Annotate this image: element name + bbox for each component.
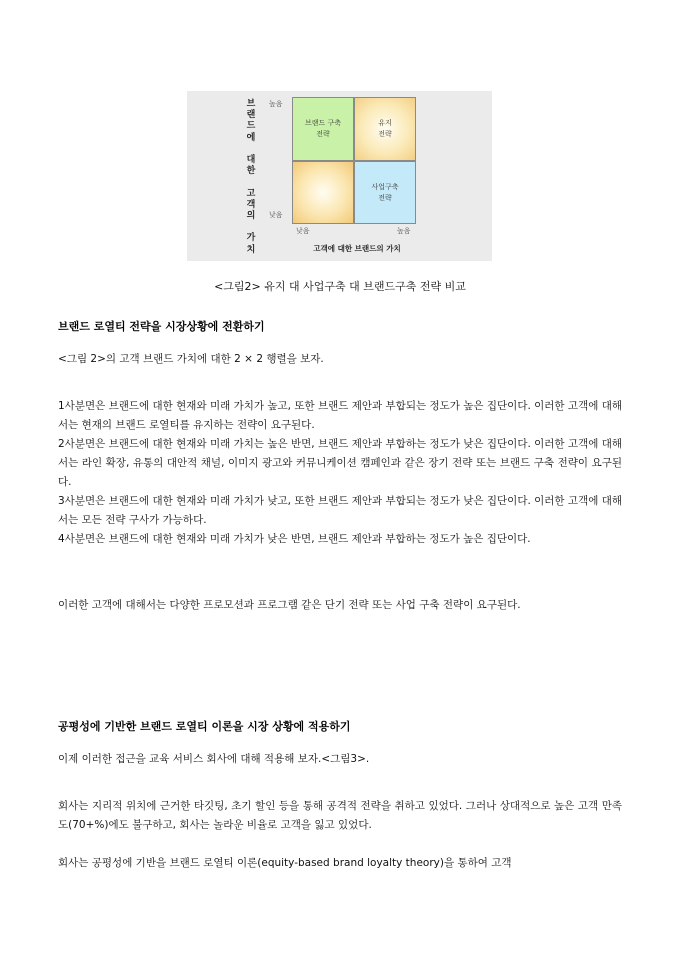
quadrant-top-left: 브랜드 구축 전략 (292, 97, 354, 161)
section2-intro: 이제 이러한 접근을 교육 서비스 회사에 대해 적용해 보자.<그림3>. (58, 753, 370, 765)
section1-heading: 브랜드 로열티 전략을 시장상황에 전환하기 (58, 320, 265, 333)
section2-heading: 공평성에 기반한 브랜드 로열티 이론을 시장 상황에 적용하기 (58, 720, 351, 733)
y-high-label: 높음 (269, 100, 283, 108)
section1-paragraph-2: 2사분면은 브랜드에 대한 현재와 미래 가치는 높은 반면, 브랜드 제안과 부합하는 정도가 낮은 집단이다. 이러한 고객에 대해서는 라인 확장, 유통의 대안적 채널, 이미지 광고와 커뮤니케이션 캠페인과 같은 장기 전략 또는 브랜드 구축 전략이 요구된다. (58, 438, 622, 488)
y-axis-label: 브 랜 드 에 대 한 고 객 의 가 치 (246, 99, 256, 255)
x-high-label: 높음 (397, 227, 411, 235)
x-axis-label: 고객에 대한 브랜드의 가치 (313, 244, 401, 253)
y-low-label: 낮음 (269, 211, 283, 219)
x-low-label: 낮음 (296, 227, 310, 235)
section1-intro: <그림 2>의 고객 브랜드 가치에 대한 2 × 2 행렬을 보자. (58, 353, 324, 365)
section1-paragraph-3: 3사분면은 브랜드에 대한 현재와 미래 가치가 낮고, 또한 브랜드 제안과 부합되는 정도가 낮은 집단이다. 이러한 고객에 대해서는 모든 전략 구사가 가능하다. (58, 495, 622, 526)
strategy-matrix-figure (187, 91, 492, 261)
section2-paragraph-1: 회사는 지리적 위치에 근거한 타깃팅, 초기 할인 등을 통해 공격적 전략을 취하고 있었다. 그러나 상대적으로 높은 고객 만족도(70+%)에도 불구하고, 회사는 놀라운 비율로 고객을 잃고 있었다. (58, 800, 622, 831)
section1-paragraph-1: 1사분면은 브랜드에 대한 현재와 미래 가치가 높고, 또한 브랜드 제안과 부합되는 정도가 높은 집단이다. 이러한 고객에 대해서는 현재의 브랜드 로열티를 유지하는 전략이 요구된다. (58, 400, 622, 431)
section1-paragraph-4: 4사분면은 브랜드에 대한 현재와 미래 가치가 낮은 반면, 브랜드 제안과 부합하는 정도가 높은 집단이다. (58, 533, 531, 545)
quadrant-bottom-left (292, 161, 354, 224)
figure-caption: <그림2> 유지 대 사업구축 대 브랜드구축 전략 비교 (214, 280, 466, 293)
quadrant-top-right: 유지 전략 (354, 97, 416, 161)
quadrant-bottom-right: 사업구축 전략 (354, 161, 416, 224)
section1-paragraph-5: 이러한 고객에 대해서는 다양한 프로모션과 프로그램 같은 단기 전략 또는 사업 구축 전략이 요구된다. (58, 599, 521, 611)
section2-paragraph-2: 회사는 공평성에 기반을 브랜드 로열티 이론(equity-based brand loyalty theory)을 통하여 고객 (58, 857, 512, 869)
